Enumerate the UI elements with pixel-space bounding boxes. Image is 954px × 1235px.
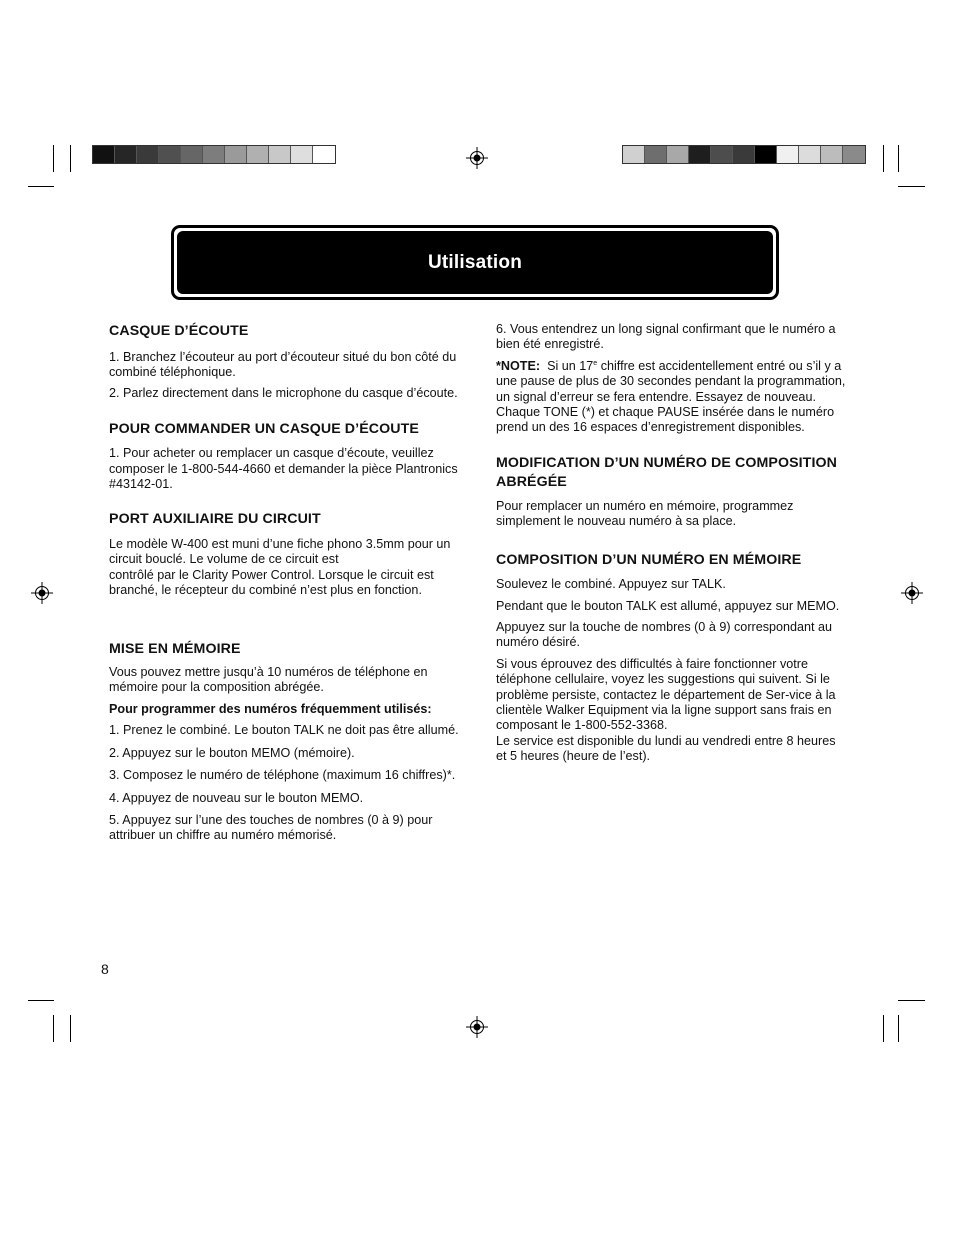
crop-mark (898, 145, 899, 172)
color-swatch (777, 146, 799, 163)
page-number: 8 (101, 961, 109, 977)
crop-mark (898, 186, 925, 187)
list-item: 4. Appuyez de nouveau sur le bouton MEMO. (109, 790, 364, 805)
paragraph (496, 657, 848, 765)
page-title: Utilisation (427, 251, 523, 273)
color-swatch (843, 146, 865, 163)
registration-mark-icon (466, 147, 488, 169)
list-item: 5. Appuyez sur l’une des touches de nombres (0 à 9) pour attribuer un chiffre au numéro mémorisé. (109, 812, 433, 843)
color-swatch (225, 146, 247, 163)
note-paragraph (496, 359, 848, 436)
color-swatch (623, 146, 645, 163)
color-swatch (269, 146, 291, 163)
section-heading: COMPOSITION D’UN NUMÉRO EN MÉMOIRE (496, 551, 802, 568)
note-text: Si un 17 (547, 358, 594, 373)
grayscale-bar-right (622, 145, 866, 164)
color-swatch (203, 146, 225, 163)
paragraph: Pendant que le bouton TALK est allumé, appuyez sur MEMO. (496, 598, 840, 613)
paragraph (109, 537, 461, 599)
paragraph: 1. Pour acheter ou remplacer un casque d’écoute, veuillez composer le 1-800-544-4660 et demander la pièce Plantronics #43142-01. (109, 446, 458, 492)
color-swatch (755, 146, 777, 163)
color-swatch (137, 146, 159, 163)
crop-mark (70, 145, 71, 172)
title-banner-fill (177, 231, 773, 294)
right-column (496, 322, 848, 765)
crop-mark (53, 1015, 54, 1042)
crop-mark (28, 1000, 54, 1001)
paragraph: Vous pouvez mettre jusqu’à 10 numéros de téléphone en mémoire pour la composition abrégée. (109, 665, 428, 695)
paragraph-line: contrôlé par le Clarity Power Control. Lorsque le circuit est branché, le récepteur du combiné n’est plus en fonction. (109, 567, 434, 598)
superscript: e (593, 359, 598, 367)
color-swatch (159, 146, 181, 163)
paragraph: Pour remplacer un numéro en mémoire, programmez simplement le nouveau numéro à sa place. (496, 498, 794, 529)
paragraph: 1. Branchez l’écouteur au port d’écouteur situé du bon côté du combiné téléphonique. (109, 349, 457, 379)
paragraph: Appuyez sur la touche de nombres (0 à 9) correspondant au numéro désiré. (496, 619, 833, 650)
paragraph-line: Le service est disponible du lundi au vendredi entre 8 heures et 5 heures (heure de l’est). (496, 733, 836, 764)
paragraph: Soulevez le combiné. Appuyez sur TALK. (496, 577, 726, 592)
title-banner (171, 225, 779, 300)
subheading: Pour programmer des numéros fréquemment utilisés: (109, 701, 432, 716)
color-swatch (821, 146, 843, 163)
registration-mark-icon (466, 1016, 488, 1038)
crop-mark (883, 1015, 884, 1042)
section-heading: MISE EN MÉMOIRE (109, 640, 241, 657)
section-heading: CASQUE D’ÉCOUTE (109, 323, 249, 339)
note-label: *NOTE: (496, 358, 541, 373)
crop-mark (898, 1000, 925, 1001)
section-heading: MODIFICATION D’UN NUMÉRO DE COMPOSITION ABRÉGÉE (496, 454, 837, 491)
color-swatch (799, 146, 821, 163)
paragraph-line: Si vous éprouvez des difficultés à faire fonctionner votre téléphone cellulaire, voyez les suggestions qui suivent. Si le problème persiste, contactez le département de Ser-vice à la clientèle Walker Equipment via la ligne support sans frais en composant le 1-800-552-3368. (496, 656, 836, 733)
registration-mark-icon (31, 582, 53, 604)
color-swatch (667, 146, 689, 163)
color-swatch (733, 146, 755, 163)
crop-mark (53, 145, 54, 172)
color-swatch (313, 146, 335, 163)
section-heading: POUR COMMANDER UN CASQUE D’ÉCOUTE (109, 420, 419, 437)
list-item: 2. Appuyez sur le bouton MEMO (mémoire). (109, 745, 355, 760)
paragraph-line: Le modèle W-400 est muni d’une fiche phono 3.5mm pour un circuit bouclé. Le volume de ce circuit est (109, 536, 451, 567)
list-item: 1. Prenez le combiné. Le bouton TALK ne doit pas être allumé. (109, 723, 459, 738)
section-heading: PORT AUXILIAIRE DU CIRCUIT (109, 511, 321, 528)
color-swatch (181, 146, 203, 163)
crop-mark (898, 1015, 899, 1042)
color-swatch (689, 146, 711, 163)
left-column (109, 322, 461, 844)
color-swatch (247, 146, 269, 163)
grayscale-bar-left (92, 145, 336, 164)
registration-mark-icon (901, 582, 923, 604)
color-swatch (93, 146, 115, 163)
color-swatch (291, 146, 313, 163)
list-item: 3. Composez le numéro de téléphone (maximum 16 chiffres)*. (109, 768, 456, 783)
color-swatch (711, 146, 733, 163)
crop-mark (70, 1015, 71, 1042)
list-item: 6. Vous entendrez un long signal confirmant que le numéro a bien été enregistré. (496, 322, 836, 352)
color-swatch (645, 146, 667, 163)
note-text: chiffre est accidentellement entré ou s’il y a une pause de plus de 30 secondes pendant la programmation, un signal d’erreur se fera entendre. Essayez de nouveau. Chaque TONE (*) et chaque PAUSE insérée dans le numéro prend un des 16 espaces d’enregistrement disponibles. (496, 358, 846, 435)
color-swatch (115, 146, 137, 163)
crop-mark (28, 186, 54, 187)
paragraph: 2. Parlez directement dans le microphone du casque d’écoute. (109, 386, 458, 401)
crop-mark (883, 145, 884, 172)
